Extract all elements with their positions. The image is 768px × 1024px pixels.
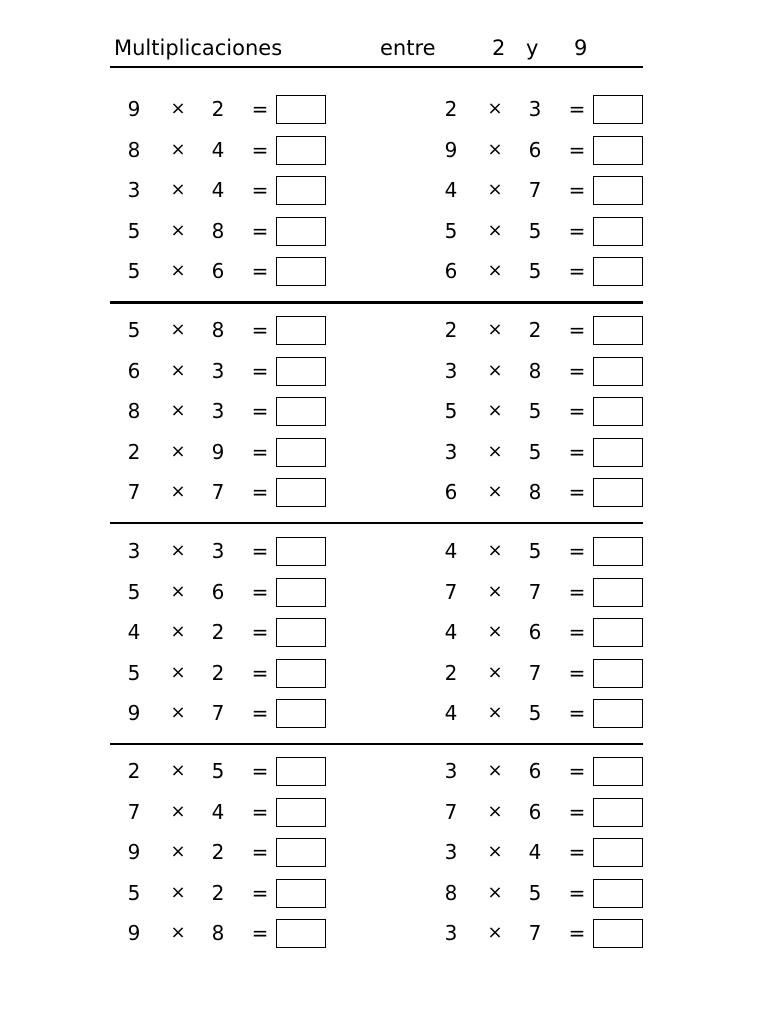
second-factor: 8 [528, 480, 542, 504]
answer-box[interactable] [276, 95, 326, 124]
equals-sign: = [568, 701, 586, 725]
answer-box[interactable] [593, 95, 643, 124]
second-factor: 7 [211, 701, 225, 725]
times-sign: × [487, 400, 503, 421]
problem-row [110, 872, 380, 913]
second-factor: 3 [211, 358, 225, 383]
times-sign: × [170, 481, 186, 502]
first-factor: 5 [127, 259, 141, 283]
first-factor: 3 [127, 539, 141, 563]
left-problem-column [110, 309, 380, 517]
times-sign: × [487, 760, 503, 781]
problem-row [110, 652, 380, 693]
equals-sign: = [251, 318, 269, 342]
problem-row [427, 912, 697, 953]
right-problem-column [427, 88, 697, 296]
first-factor: 3 [444, 759, 458, 783]
second-factor: 5 [528, 399, 542, 423]
equals-sign: = [568, 259, 586, 283]
first-factor: 3 [444, 921, 458, 945]
equals-sign: = [251, 97, 269, 121]
problem-section [110, 309, 643, 517]
second-factor: 8 [211, 921, 225, 945]
problem-row [427, 652, 697, 693]
answer-box[interactable] [593, 136, 643, 165]
second-factor: 5 [528, 439, 542, 464]
second-factor: 5 [211, 759, 225, 783]
equals-sign: = [251, 579, 269, 604]
times-sign: × [487, 841, 503, 862]
section-divider [110, 301, 643, 304]
equals-sign: = [251, 399, 269, 423]
first-factor: 4 [444, 539, 458, 563]
equals-sign: = [251, 259, 269, 283]
answer-box[interactable] [276, 659, 326, 688]
times-sign: × [170, 359, 186, 381]
second-factor: 2 [211, 880, 225, 905]
times-sign: × [487, 800, 503, 822]
answer-box[interactable] [276, 217, 326, 246]
answer-box[interactable] [593, 618, 643, 647]
second-factor: 6 [528, 137, 542, 162]
first-factor: 2 [444, 318, 458, 342]
equals-sign: = [251, 439, 269, 464]
range-to: 9 [574, 36, 588, 60]
first-factor: 9 [127, 840, 141, 864]
problem-row [110, 390, 380, 431]
answer-box[interactable] [276, 618, 326, 647]
section-divider [110, 743, 643, 745]
times-sign: × [487, 359, 503, 381]
second-factor: 5 [528, 880, 542, 905]
first-factor: 6 [127, 358, 141, 383]
equals-sign: = [568, 137, 586, 162]
problem-row [110, 250, 380, 291]
answer-box[interactable] [276, 699, 326, 728]
first-factor: 9 [127, 921, 141, 945]
worksheet-title: Multiplicaciones [114, 36, 283, 60]
problem-row [110, 912, 380, 953]
answer-box[interactable] [593, 879, 643, 908]
problem-row [427, 88, 697, 129]
second-factor: 5 [528, 218, 542, 243]
problem-section [110, 88, 643, 296]
first-factor: 4 [444, 701, 458, 725]
times-sign: × [487, 219, 503, 241]
equals-sign: = [251, 701, 269, 725]
second-factor: 7 [211, 480, 225, 504]
times-sign: × [170, 260, 186, 281]
equals-sign: = [251, 921, 269, 945]
problem-row [427, 571, 697, 612]
problem-row [110, 530, 380, 571]
times-sign: × [170, 702, 186, 723]
problem-row [427, 309, 697, 350]
problem-row [427, 350, 697, 391]
answer-box[interactable] [593, 176, 643, 205]
second-factor: 6 [211, 259, 225, 283]
problem-row [427, 169, 697, 210]
first-factor: 5 [127, 318, 141, 342]
times-sign: × [170, 841, 186, 862]
first-factor: 5 [444, 218, 458, 243]
first-factor: 4 [444, 620, 458, 644]
times-sign: × [487, 440, 503, 462]
problem-row [110, 750, 380, 791]
first-factor: 9 [444, 137, 458, 162]
first-factor: 2 [127, 759, 141, 783]
first-factor: 6 [444, 480, 458, 504]
second-factor: 3 [211, 399, 225, 423]
times-sign: × [487, 922, 503, 943]
right-problem-column [427, 750, 697, 958]
equals-sign: = [568, 358, 586, 383]
second-factor: 6 [528, 759, 542, 783]
first-factor: 4 [127, 620, 141, 644]
second-factor: 4 [211, 799, 225, 824]
answer-box[interactable] [276, 357, 326, 386]
second-factor: 2 [528, 318, 542, 342]
answer-box[interactable] [593, 578, 643, 607]
problem-row [110, 129, 380, 170]
worksheet-header [110, 34, 643, 68]
equals-sign: = [568, 921, 586, 945]
answer-box[interactable] [276, 397, 326, 426]
first-factor: 2 [444, 660, 458, 685]
equals-sign: = [568, 759, 586, 783]
equals-sign: = [251, 178, 269, 202]
answer-box[interactable] [593, 217, 643, 246]
answer-box[interactable] [276, 798, 326, 827]
answer-box[interactable] [276, 316, 326, 345]
equals-sign: = [568, 880, 586, 905]
range-from: 2 [492, 36, 506, 60]
problem-row [427, 692, 697, 733]
problem-row [110, 611, 380, 652]
equals-sign: = [251, 799, 269, 824]
equals-sign: = [251, 620, 269, 644]
first-factor: 5 [127, 880, 141, 905]
second-factor: 4 [211, 137, 225, 162]
problem-row [427, 831, 697, 872]
times-sign: × [170, 661, 186, 683]
problem-row [110, 431, 380, 472]
answer-box[interactable] [593, 257, 643, 286]
second-factor: 8 [528, 358, 542, 383]
answer-box[interactable] [593, 537, 643, 566]
problem-row [110, 692, 380, 733]
answer-box[interactable] [276, 537, 326, 566]
left-problem-column [110, 88, 380, 296]
times-sign: × [170, 400, 186, 421]
first-factor: 3 [127, 178, 141, 202]
answer-box[interactable] [276, 919, 326, 948]
equals-sign: = [568, 840, 586, 864]
answer-box[interactable] [593, 478, 643, 507]
second-factor: 2 [211, 660, 225, 685]
left-problem-column [110, 750, 380, 958]
problem-row [427, 750, 697, 791]
first-factor: 8 [444, 880, 458, 905]
times-sign: × [487, 319, 503, 340]
second-factor: 8 [211, 318, 225, 342]
times-sign: × [487, 481, 503, 502]
problem-row [427, 129, 697, 170]
times-sign: × [487, 179, 503, 200]
times-sign: × [170, 621, 186, 642]
times-sign: × [170, 800, 186, 822]
times-sign: × [170, 440, 186, 462]
answer-box[interactable] [593, 699, 643, 728]
first-factor: 8 [127, 137, 141, 162]
answer-box[interactable] [276, 838, 326, 867]
first-factor: 7 [444, 579, 458, 604]
times-sign: × [487, 580, 503, 602]
second-factor: 5 [528, 701, 542, 725]
problem-row [427, 872, 697, 913]
problem-row [427, 471, 697, 512]
answer-box[interactable] [593, 757, 643, 786]
first-factor: 5 [127, 660, 141, 685]
section-divider [110, 522, 643, 524]
problem-row [427, 390, 697, 431]
problem-row [110, 169, 380, 210]
times-sign: × [170, 319, 186, 340]
times-sign: × [487, 540, 503, 561]
times-sign: × [170, 179, 186, 200]
problem-row [427, 210, 697, 251]
second-factor: 4 [211, 178, 225, 202]
answer-box[interactable] [276, 879, 326, 908]
times-sign: × [170, 922, 186, 943]
first-factor: 5 [444, 399, 458, 423]
first-factor: 2 [444, 97, 458, 121]
answer-box[interactable] [593, 397, 643, 426]
answer-box[interactable] [593, 316, 643, 345]
second-factor: 2 [211, 840, 225, 864]
equals-sign: = [568, 660, 586, 685]
times-sign: × [487, 98, 503, 119]
first-factor: 3 [444, 439, 458, 464]
first-factor: 3 [444, 358, 458, 383]
second-factor: 6 [528, 620, 542, 644]
first-factor: 7 [127, 799, 141, 824]
equals-sign: = [568, 318, 586, 342]
first-factor: 2 [127, 439, 141, 464]
equals-sign: = [568, 178, 586, 202]
problem-row [110, 88, 380, 129]
second-factor: 7 [528, 579, 542, 604]
times-sign: × [170, 881, 186, 903]
range-word: entre [380, 36, 436, 60]
right-problem-column [427, 530, 697, 738]
problem-row [427, 530, 697, 571]
times-sign: × [487, 661, 503, 683]
equals-sign: = [568, 97, 586, 121]
equals-sign: = [251, 137, 269, 162]
equals-sign: = [568, 399, 586, 423]
first-factor: 3 [444, 840, 458, 864]
answer-box[interactable] [593, 659, 643, 688]
problem-row [110, 791, 380, 832]
equals-sign: = [568, 480, 586, 504]
second-factor: 7 [528, 921, 542, 945]
problem-row [110, 210, 380, 251]
answer-box[interactable] [276, 136, 326, 165]
first-factor: 4 [444, 178, 458, 202]
first-factor: 9 [127, 97, 141, 121]
second-factor: 8 [211, 218, 225, 243]
first-factor: 5 [127, 579, 141, 604]
equals-sign: = [251, 218, 269, 243]
equals-sign: = [251, 840, 269, 864]
problem-row [110, 571, 380, 612]
second-factor: 6 [528, 799, 542, 824]
problem-row [427, 431, 697, 472]
times-sign: × [487, 260, 503, 281]
times-sign: × [487, 702, 503, 723]
right-problem-column [427, 309, 697, 517]
times-sign: × [170, 540, 186, 561]
answer-box[interactable] [276, 176, 326, 205]
equals-sign: = [568, 799, 586, 824]
first-factor: 9 [127, 701, 141, 725]
answer-box[interactable] [276, 578, 326, 607]
second-factor: 4 [528, 840, 542, 864]
times-sign: × [487, 881, 503, 903]
problem-row [427, 250, 697, 291]
second-factor: 9 [211, 439, 225, 464]
left-problem-column [110, 530, 380, 738]
problem-row [427, 611, 697, 652]
first-factor: 6 [444, 259, 458, 283]
second-factor: 7 [528, 660, 542, 685]
second-factor: 2 [211, 620, 225, 644]
equals-sign: = [251, 480, 269, 504]
problem-row [427, 791, 697, 832]
second-factor: 6 [211, 579, 225, 604]
first-factor: 7 [127, 480, 141, 504]
times-sign: × [170, 98, 186, 119]
equals-sign: = [568, 539, 586, 563]
problem-section [110, 530, 643, 738]
answer-box[interactable] [593, 919, 643, 948]
second-factor: 7 [528, 178, 542, 202]
equals-sign: = [251, 660, 269, 685]
times-sign: × [487, 621, 503, 642]
equals-sign: = [251, 358, 269, 383]
answer-box[interactable] [593, 357, 643, 386]
first-factor: 7 [444, 799, 458, 824]
second-factor: 5 [528, 259, 542, 283]
equals-sign: = [251, 539, 269, 563]
problem-row [110, 471, 380, 512]
equals-sign: = [568, 620, 586, 644]
times-sign: × [487, 138, 503, 160]
answer-box[interactable] [276, 757, 326, 786]
second-factor: 2 [211, 97, 225, 121]
first-factor: 8 [127, 399, 141, 423]
answer-box[interactable] [593, 838, 643, 867]
problem-row [110, 350, 380, 391]
first-factor: 5 [127, 218, 141, 243]
range-and: y [526, 36, 539, 60]
times-sign: × [170, 219, 186, 241]
times-sign: × [170, 138, 186, 160]
answer-box[interactable] [276, 257, 326, 286]
second-factor: 5 [528, 539, 542, 563]
equals-sign: = [251, 759, 269, 783]
problem-row [110, 831, 380, 872]
equals-sign: = [251, 880, 269, 905]
equals-sign: = [568, 218, 586, 243]
equals-sign: = [568, 579, 586, 604]
answer-box[interactable] [276, 478, 326, 507]
problem-row [110, 309, 380, 350]
times-sign: × [170, 580, 186, 602]
second-factor: 3 [211, 539, 225, 563]
answer-box[interactable] [593, 798, 643, 827]
answer-box[interactable] [276, 438, 326, 467]
answer-box[interactable] [593, 438, 643, 467]
problem-section [110, 750, 643, 958]
times-sign: × [170, 760, 186, 781]
equals-sign: = [568, 439, 586, 464]
second-factor: 3 [528, 97, 542, 121]
